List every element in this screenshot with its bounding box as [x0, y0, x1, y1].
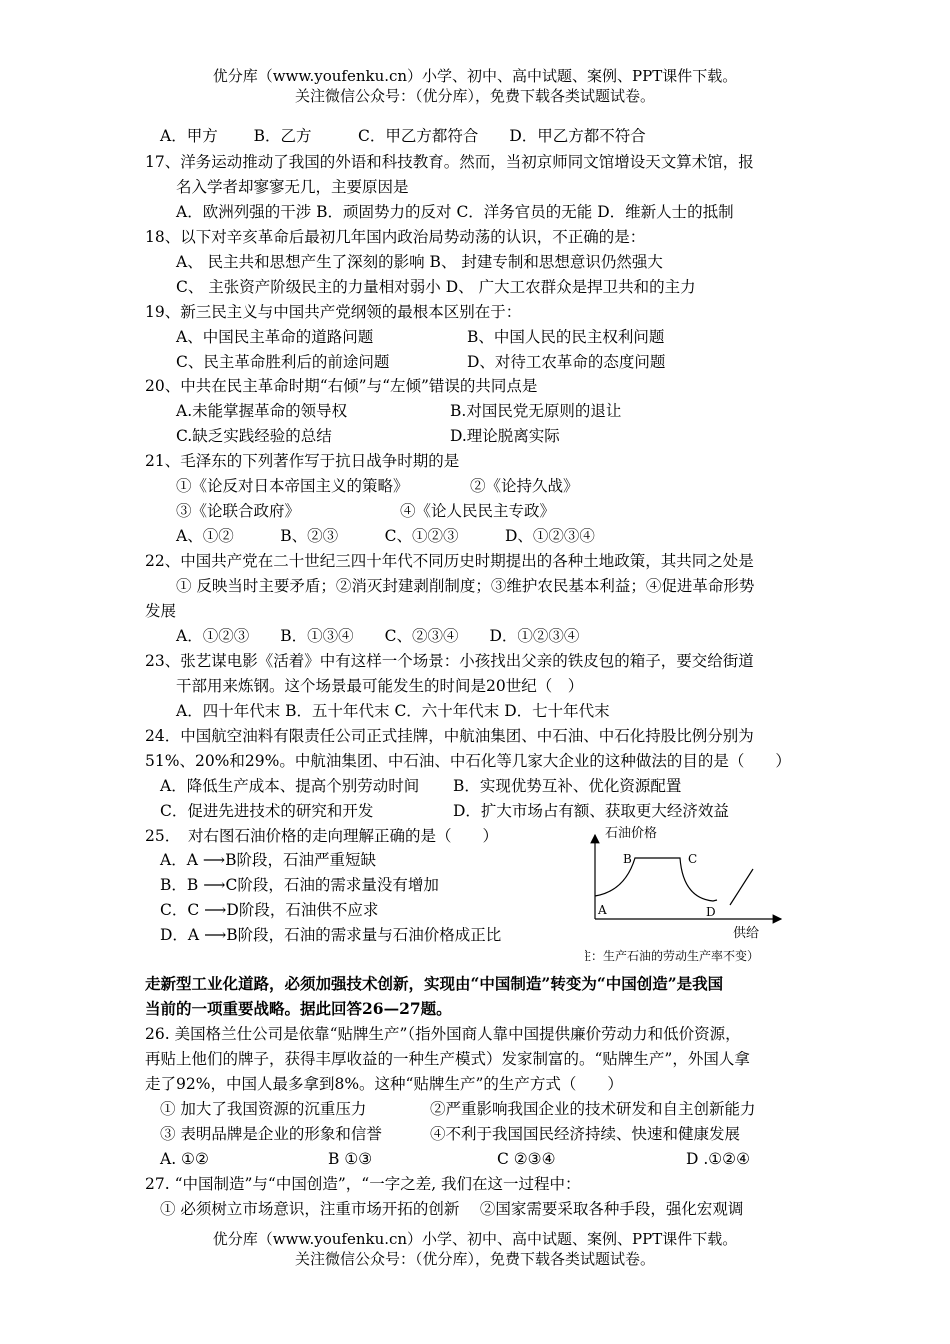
- arrow-right-icon: ⟶: [204, 901, 227, 919]
- q20-option-d: D.理论脱离实际: [450, 427, 560, 445]
- q25-option-a-end: B阶段，石油严重短缺: [225, 851, 376, 869]
- point-label-c: C: [688, 852, 698, 866]
- q25-option-d: [160, 924, 501, 946]
- y-axis-label: 石油价格: [605, 826, 658, 841]
- q25-option-b: [160, 874, 439, 896]
- arrow-right-icon: ⟶: [202, 851, 226, 869]
- q26-option-b: B ①③: [328, 1150, 373, 1168]
- point-label-b: B: [623, 852, 632, 866]
- x-axis-label: 供给: [733, 926, 760, 941]
- q26-item-2: ②严重影响我国企业的技术研发和自主创新能力: [430, 1100, 756, 1118]
- q26-stem-2: 再贴上他们的牌子，获得丰厚收益的一种生产模式）发家制富的。“贴牌生产”，外国人拿: [145, 1050, 750, 1068]
- q23-stem-2: 干部用来炼钢。这个场景最可能发生的时间是20世纪（ ）: [176, 677, 584, 695]
- q23-stem-1: 23、张艺谋电影《活着》中有这样一个场景：小孩找出父亲的铁皮包的箱子，要交给街道: [145, 652, 754, 670]
- q24-option-a: A．降低生产成本、提高个别劳动时间: [160, 777, 420, 795]
- chart-note: （注：生产石油的劳动生产率不变）: [585, 949, 760, 963]
- q25-option-a-start: A．A: [160, 851, 198, 869]
- oil-price-chart-svg: [585, 823, 800, 963]
- q26-item-4: ④不利于我国国民经济持续、快速和健康发展: [430, 1125, 741, 1143]
- q21-item-4: ④《论人民民主专政》: [400, 502, 556, 520]
- q20-option-c: C.缺乏实践经验的总结: [176, 427, 332, 445]
- q24-stem-1: 24．中国航空油料有限责任公司正式挂牌，中航油集团、中石油、中石化持股比例分别为: [145, 727, 754, 745]
- q25-option-a: [160, 849, 376, 871]
- q22-stem: 22、中国共产党在二十世纪三四十年代不同历史时期提出的各种土地政策，其共同之处是: [145, 552, 754, 570]
- q21-options: A、①② B、②③ C、①②③ D、①②③④: [176, 527, 595, 545]
- q22-line-3: 发展: [145, 602, 177, 620]
- q19-option-d: D、对待工农革命的态度问题: [467, 353, 666, 371]
- q19-option-a: A、中国民主革命的道路问题: [176, 328, 374, 346]
- q17-stem-2: 名入学者却寥寥无几，主要原因是: [176, 178, 409, 196]
- q21-item-3: ③《论联合政府》: [176, 502, 301, 520]
- point-label-d: D: [706, 905, 716, 919]
- q27-line-2: ① 必须树立市场意识，注重市场开拓的创新 ②国家需要采取各种手段，强化宏观调: [160, 1200, 744, 1218]
- q25-option-d-start: D．A: [160, 926, 200, 944]
- q19-stem: 19、新三民主义与中国共产党纲领的最根本区别在于：: [145, 303, 522, 321]
- q20-option-a: A.未能掌握革命的领导权: [176, 402, 348, 420]
- q26-item-1: ① 加大了我国资源的沉重压力: [160, 1100, 367, 1118]
- oil-price-chart: [585, 823, 800, 963]
- q20-stem: 20、中共在民主革命时期“右倾”与“左倾”错误的共同点是: [145, 377, 538, 395]
- q17-options: A．欧洲列强的干涉 B．顽固势力的反对 C．洋务官员的无能 D．维新人士的抵制: [176, 203, 734, 221]
- q25-option-c-start: C．C: [160, 901, 200, 919]
- q25-option-d-end: B阶段，石油的需求量与石油价格成正比: [226, 926, 502, 944]
- q24-stem-2: 51%、20%和29%。中航油集团、中石油、中石化等几家大企业的这种做法的目的是（ ）: [145, 752, 791, 770]
- q25-option-b-end: C阶段，石油的需求量没有增加: [225, 876, 439, 894]
- q26-option-d: D .①②④: [686, 1150, 750, 1168]
- q26-stem-3: 走了92%，中国人最多拿到8%。这种“贴牌生产”的生产方式（ ）: [145, 1075, 623, 1093]
- q21-stem: 21、毛泽东的下列著作写于抗日战争时期的是: [145, 452, 460, 470]
- q20-option-b: B.对国民党无原则的退让: [450, 402, 622, 420]
- price-curve-rise: [730, 869, 753, 905]
- q24-option-c: C．促进先进技术的研究和开发: [160, 802, 374, 820]
- q19-option-c: C、民主革命胜利后的前途问题: [176, 353, 390, 371]
- q18-stem: 18、以下对辛亥革命后最初几年国内政治局势动荡的认识，不正确的是：: [145, 228, 646, 246]
- q25-option-c-end: D阶段，石油供不应求: [226, 901, 379, 919]
- price-curve: [595, 858, 717, 901]
- q25-option-c: [160, 899, 378, 921]
- footer-line-1: 优分库（www.youfenku.cn）小学、初中、高中试题、案例、PPT课件下载。: [212, 1230, 738, 1248]
- q17-stem-1: 17、洋务运动推动了我国的外语和科技教育。然而，当初京师同文馆增设天文算术馆，报: [145, 153, 754, 171]
- q22-options: A．①②③ B．①③④ C、②③④ D．①②③④: [176, 627, 580, 645]
- q25-option-b-start: B．B: [160, 876, 199, 894]
- section-intro-2: 当前的一项重要战略。据此回答26—27题。: [145, 999, 452, 1018]
- q16-options: A．甲方 B．乙方 C．甲乙方都符合 D．甲乙方都不符合: [160, 127, 646, 145]
- q19-option-b: B、中国人民的民主权利问题: [467, 328, 665, 346]
- q24-option-b: B．实现优势互补、优化资源配置: [453, 777, 682, 795]
- q26-option-c: C ②③④: [497, 1150, 556, 1168]
- section-intro-1: 走新型工业化道路，必须加强技术创新，实现由“中国制造”转变为“中国创造”是我国: [145, 974, 724, 993]
- q18-options-ab: A、 民主共和思想产生了深刻的影响 B、 封建专制和思想意识仍然强大: [176, 253, 663, 271]
- q26-stem-1: 26. 美国格兰仕公司是依靠“贴牌生产”（指外国商人靠中国提供廉价劳动力和低价资源，: [145, 1025, 741, 1043]
- point-label-a: A: [598, 903, 607, 917]
- q22-line-2: ① 反映当时主要矛盾；②消灭封建剥削制度；③维护农民基本利益；④促进革命形势: [176, 577, 755, 595]
- header-line-2: 关注微信公众号：（优分库），免费下载各类试题试卷。: [294, 87, 655, 105]
- q26-option-a: A. ①②: [160, 1150, 209, 1168]
- q18-options-cd: C、 主张资产阶级民主的力量相对弱小 D、 广大工农群众是捍卫共和的主力: [176, 278, 696, 296]
- q24-option-d: D．扩大市场占有额、获取更大经济效益: [453, 802, 729, 820]
- q23-options: A．四十年代末 B．五十年代末 C．六十年代末 D．七十年代末: [176, 702, 610, 720]
- footer-line-2: 关注微信公众号：（优分库），免费下载各类试题试卷。: [294, 1250, 655, 1268]
- header-line-1: 优分库（www.youfenku.cn）小学、初中、高中试题、案例、PPT课件下载。: [212, 67, 738, 85]
- q27-stem: 27. “中国制造”与“中国创造”，“一字之差, 我们在这一过程中：: [145, 1175, 581, 1193]
- arrow-right-icon: ⟶: [203, 876, 226, 894]
- arrow-right-icon: ⟶: [204, 926, 227, 944]
- q21-item-1: ①《论反对日本帝国主义的策略》: [176, 477, 409, 495]
- q25-stem: 25． 对右图石油价格的走向理解正确的是（ ）: [145, 827, 498, 845]
- q21-item-2: ②《论持久战》: [470, 477, 579, 495]
- q26-item-3: ③ 表明品牌是企业的形象和信誉: [160, 1125, 382, 1143]
